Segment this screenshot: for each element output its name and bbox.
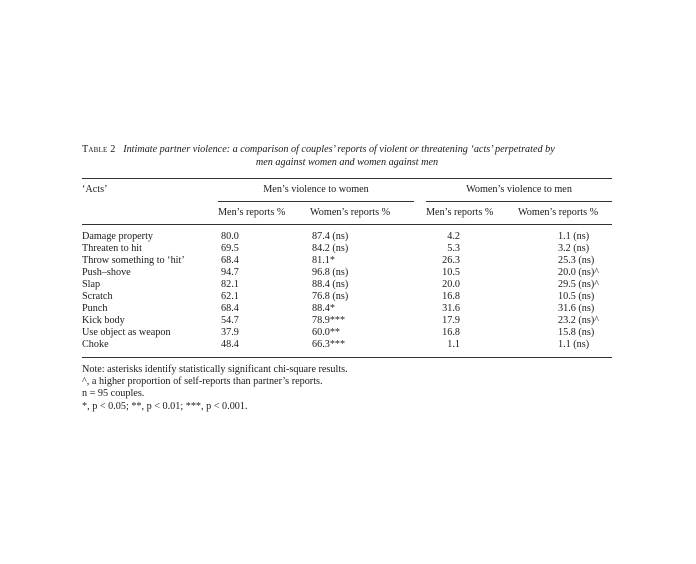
mens-reports-cell-2: 5.3: [447, 243, 460, 254]
caption-text-line1: Intimate partner violence: a comparison of couples’ reports of violent or threatening ‘acts’ perpetrated by: [123, 144, 555, 155]
womens-reports-cell-2: 23.2 (ns)^: [558, 315, 599, 326]
table-row: [82, 279, 612, 291]
womens-reports-cell: 60.0**: [312, 327, 341, 338]
mens-reports-cell-2: 10.5: [442, 267, 460, 278]
table-row: [82, 225, 612, 243]
table-caption: [82, 143, 612, 169]
mens-reports-cell: 62.1: [221, 291, 239, 302]
mens-reports-cell: 48.4: [221, 339, 239, 350]
table-label: Table 2: [82, 144, 116, 155]
mens-reports-cell-2: 1.1: [447, 339, 460, 350]
womens-reports-cell: 84.2 (ns): [312, 243, 349, 254]
mens-reports-cell: 37.9: [221, 327, 239, 338]
caption-text-line2: men against women and women against men: [255, 157, 439, 168]
table-row: [82, 339, 612, 351]
acts-header: ‘Acts’: [82, 184, 108, 195]
womens-reports-cell: 81.1*: [312, 255, 335, 266]
act-cell: Punch: [82, 303, 108, 314]
note-line: *, p < 0.05; **, p < 0.01; ***, p < 0.001.: [82, 400, 248, 412]
act-cell: Threaten to hit: [82, 243, 142, 254]
womens-reports-cell-2: 25.3 (ns): [558, 255, 595, 266]
womens-reports-cell: 76.8 (ns): [312, 291, 349, 302]
womens-reports-cell: 96.8 (ns): [312, 267, 349, 278]
act-cell: Kick body: [82, 315, 125, 326]
mens-reports-cell-2: 31.6: [442, 303, 460, 314]
womens-reports-cell-2: 1.1 (ns): [558, 231, 590, 242]
table-row: [82, 255, 612, 267]
table-row: [82, 291, 612, 303]
womens-reports-cell: 88.4 (ns): [312, 279, 349, 290]
mens-reports-cell-2: 17.9: [442, 315, 460, 326]
bottom-rule: [82, 357, 612, 358]
table-notes: [82, 364, 612, 413]
mens-reports-cell-2: 26.3: [442, 255, 460, 266]
subheader-womens-reports-2: Women’s reports %: [518, 207, 599, 218]
group-header-women: Women’s violence to men: [426, 179, 612, 202]
womens-reports-cell: 87.4 (ns): [312, 231, 349, 242]
mens-reports-cell: 69.5: [221, 243, 239, 254]
subheader-mens-reports: Men’s reports %: [218, 207, 286, 218]
mens-reports-cell-2: 20.0: [442, 279, 460, 290]
womens-reports-cell-2: 20.0 (ns)^: [558, 267, 599, 278]
table-row: [82, 267, 612, 279]
group-header-men: Men’s violence to women: [218, 179, 414, 202]
table-row: [82, 315, 612, 327]
mens-reports-cell-2: 16.8: [442, 327, 460, 338]
note-line: Note: asterisks identify statistically significant chi-square results.: [82, 364, 348, 375]
womens-reports-cell-2: 15.8 (ns): [558, 327, 595, 338]
table-row: [82, 243, 612, 255]
womens-reports-cell: 78.9***: [312, 315, 346, 326]
womens-reports-cell-2: 29.5 (ns)^: [558, 279, 599, 290]
mens-reports-cell: 54.7: [221, 315, 239, 326]
subheader-mens-reports-2: Men’s reports %: [426, 207, 494, 218]
table-2: [82, 143, 612, 413]
act-cell: Push–shove: [82, 267, 131, 278]
note-line: n = 95 couples.: [82, 388, 145, 400]
header-row-subcolumns: [82, 202, 612, 225]
table-row: [82, 303, 612, 315]
act-cell: Slap: [82, 279, 101, 290]
womens-reports-cell: 88.4*: [312, 303, 335, 314]
subheader-womens-reports: Women’s reports %: [310, 207, 391, 218]
womens-reports-cell-2: 31.6 (ns): [558, 303, 595, 314]
act-cell: Scratch: [82, 291, 113, 302]
note-line: ^, a higher proportion of self-reports than partner’s reports.: [82, 376, 323, 388]
data-table: [82, 179, 612, 351]
mens-reports-cell: 80.0: [221, 231, 239, 242]
womens-reports-cell-2: 3.2 (ns): [558, 243, 590, 254]
womens-reports-cell: 66.3***: [312, 339, 346, 350]
act-cell: Throw something to ‘hit’: [82, 255, 185, 266]
mens-reports-cell: 68.4: [221, 255, 239, 266]
mens-reports-cell-2: 4.2: [447, 231, 460, 242]
mens-reports-cell: 68.4: [221, 303, 239, 314]
act-cell: Choke: [82, 339, 109, 350]
act-cell: Damage property: [82, 231, 153, 242]
table-row: [82, 327, 612, 339]
mens-reports-cell-2: 16.8: [442, 291, 460, 302]
act-cell: Use object as weapon: [82, 327, 171, 338]
mens-reports-cell: 82.1: [221, 279, 239, 290]
header-row-groups: [82, 179, 612, 202]
mens-reports-cell: 94.7: [221, 267, 239, 278]
womens-reports-cell-2: 1.1 (ns): [558, 339, 590, 350]
womens-reports-cell-2: 10.5 (ns): [558, 291, 595, 302]
